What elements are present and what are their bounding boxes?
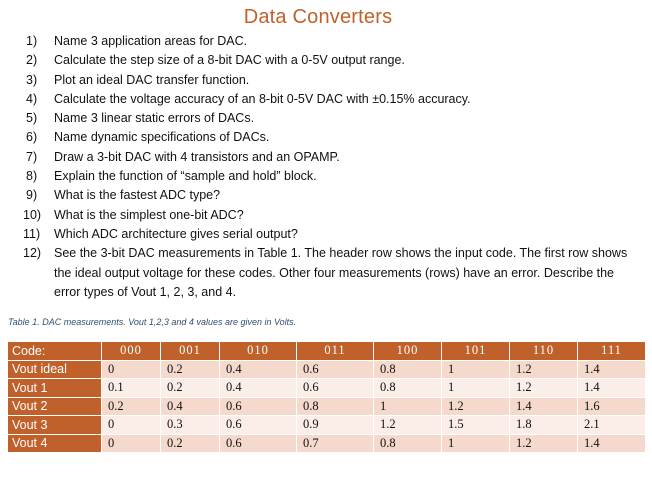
question-text: Draw a 3-bit DAC with 4 transistors and an OPAMP.	[54, 149, 340, 164]
question-item	[8, 32, 638, 51]
question-list	[8, 32, 638, 302]
question-number: 4)	[26, 91, 38, 106]
table-cell: 1.4	[578, 435, 646, 454]
row-label: Vout 4	[8, 435, 102, 454]
question-item	[8, 206, 638, 225]
question-number: 12)	[23, 246, 42, 261]
row-label: Vout ideal	[8, 361, 102, 380]
row-label: Vout 3	[8, 416, 102, 435]
table-cell: 0.7	[297, 435, 374, 454]
question-text: Explain the function of “sample and hold” block.	[54, 169, 317, 184]
question-text: What is the fastest ADC type?	[54, 188, 221, 203]
table-cell: 2.1	[578, 416, 646, 435]
question-number: 7)	[26, 149, 38, 164]
table-cell: 0.1	[102, 379, 161, 398]
table-cell: 1	[442, 361, 510, 380]
table-header-row	[8, 342, 646, 361]
table-cell: 0.8	[374, 379, 442, 398]
table-cell: 0	[102, 416, 161, 435]
table-cell: 0.4	[161, 398, 220, 417]
header-cell: 010	[220, 342, 297, 361]
table-cell: 0.6	[297, 379, 374, 398]
table-row	[8, 361, 646, 380]
dac-measurement-table	[8, 342, 646, 453]
table-cell: 1.2	[510, 379, 578, 398]
question-item	[8, 186, 638, 205]
question-number: 5)	[26, 111, 38, 126]
table-cell: 0.6	[297, 361, 374, 380]
question-item	[8, 128, 638, 147]
question-item	[8, 51, 638, 70]
table-cell: 1	[442, 379, 510, 398]
question-item	[8, 109, 638, 128]
table-cell: 0.2	[161, 379, 220, 398]
question-number: 3)	[26, 72, 38, 87]
header-cell: Code:	[8, 342, 102, 361]
table-cell: 0.8	[374, 435, 442, 454]
table-cell: 0	[102, 361, 161, 380]
table-cell: 1.4	[578, 379, 646, 398]
table-row	[8, 379, 646, 398]
table-cell: 1.4	[578, 361, 646, 380]
question-item	[8, 71, 638, 90]
table-cell: 0.6	[220, 435, 297, 454]
table-cell: 1	[442, 435, 510, 454]
question-text: Which ADC architecture gives serial output?	[54, 226, 298, 241]
question-text: See the 3-bit DAC measurements in Table 1. The header row shows the input code. The first row shows the ideal output voltage for these codes. Other four measurements (rows) have an error. Describe the error types of Vout 1, 2, 3, and 4.	[54, 246, 628, 299]
question-text: Plot an ideal DAC transfer function.	[54, 72, 250, 87]
header-cell: 110	[510, 342, 578, 361]
header-cell: 000	[102, 342, 161, 361]
table-row	[8, 435, 646, 454]
question-text: Name dynamic specifications of DACs.	[54, 130, 270, 145]
question-item	[8, 90, 638, 109]
question-text: Name 3 application areas for DAC.	[54, 34, 248, 48]
table-cell: 1.8	[510, 416, 578, 435]
table-row	[8, 416, 646, 435]
question-number: 9)	[26, 188, 38, 203]
question-text: Calculate the voltage accuracy of an 8-bit 0-5V DAC with ±0.15% accuracy.	[54, 91, 471, 106]
question-item	[8, 148, 638, 167]
table-cell: 0.2	[161, 361, 220, 380]
table-cell: 0.8	[374, 361, 442, 380]
header-cell: 100	[374, 342, 442, 361]
table-cell: 1.2	[442, 398, 510, 417]
question-item	[8, 244, 638, 302]
table-cell: 0.3	[161, 416, 220, 435]
question-item	[8, 167, 638, 186]
question-number: 2)	[26, 53, 38, 68]
table-row	[8, 398, 646, 417]
table-cell: 1.2	[510, 435, 578, 454]
question-text: What is the simplest one-bit ADC?	[54, 207, 244, 222]
table-cell: 0.2	[102, 398, 161, 417]
table-cell: 0.4	[220, 379, 297, 398]
header-cell: 101	[442, 342, 510, 361]
table-caption: Table 1. DAC measurements. Vout 1,2,3 and 4 values are given in Volts.	[8, 317, 297, 327]
row-label: Vout 2	[8, 398, 102, 417]
question-text: Name 3 linear static errors of DACs.	[54, 111, 255, 126]
header-cell: 001	[161, 342, 220, 361]
question-number: 10)	[23, 207, 42, 222]
header-cell: 011	[297, 342, 374, 361]
table-cell: 1.2	[510, 361, 578, 380]
question-number: 11)	[23, 226, 41, 241]
table-cell: 0.2	[161, 435, 220, 454]
table-cell: 0	[102, 435, 161, 454]
table-cell: 1.4	[510, 398, 578, 417]
question-number: 8)	[26, 169, 38, 184]
table-cell: 1	[374, 398, 442, 417]
question-text: Calculate the step size of a 8-bit DAC with a 0-5V output range.	[54, 53, 405, 68]
row-label: Vout 1	[8, 379, 102, 398]
table-cell: 1.2	[374, 416, 442, 435]
table-cell: 0.8	[297, 398, 374, 417]
page-title: Data Converters	[243, 6, 393, 28]
question-number: 1)	[26, 34, 38, 48]
question-item	[8, 225, 638, 244]
table-cell: 0.4	[220, 361, 297, 380]
table-cell: 0.6	[220, 398, 297, 417]
table-cell: 1.6	[578, 398, 646, 417]
question-number: 6)	[26, 130, 38, 145]
table-cell: 1.5	[442, 416, 510, 435]
table-cell: 0.9	[297, 416, 374, 435]
table-cell: 0.6	[220, 416, 297, 435]
header-cell: 111	[578, 342, 646, 361]
